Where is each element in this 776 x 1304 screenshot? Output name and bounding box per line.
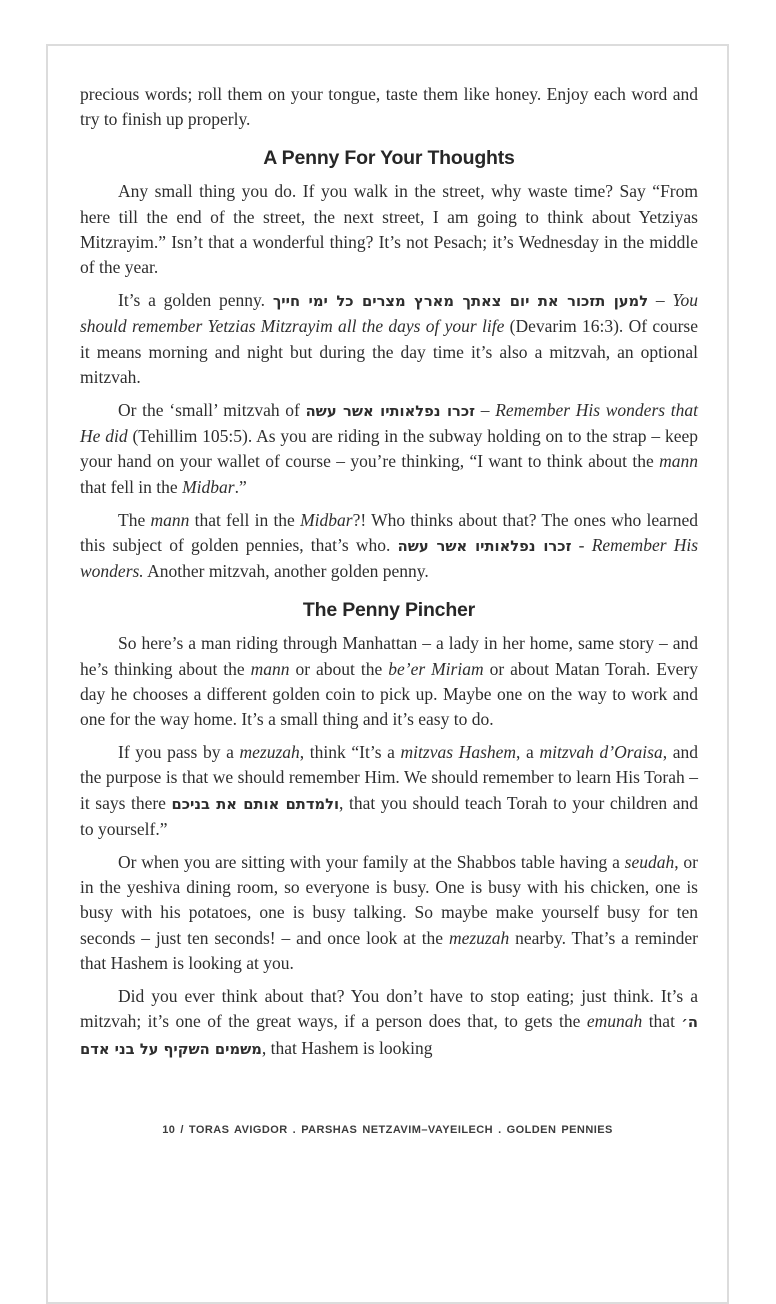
- body-paragraph: [80, 740, 698, 842]
- hebrew-phrase: ולמדתם אותם את בניכם: [171, 795, 340, 813]
- text-run: –: [648, 290, 673, 311]
- body-paragraph: [80, 508, 698, 585]
- text-run: ?! Who thinks about that? The ones who learned this subject of golden pennies, that’s who.: [80, 509, 698, 556]
- text-run: So here’s a man riding through Manhattan – a lady in her home, same story – and he’s thinking about the: [80, 633, 698, 679]
- italic-phrase: mitzvas Hashem: [400, 742, 517, 763]
- text-run: Any small thing you do. If you walk in the street, why waste time? Say “From here till the end of the street, the next street, I am going to think about Yetziyas Mitzrayim.” Isn’t that a wonderful thing? It’s not Pesach; it’s Wednesday in the middle of the year.: [80, 181, 698, 278]
- body-paragraph: [80, 82, 698, 132]
- italic-phrase: Remember His wonders that He did: [80, 400, 698, 447]
- text-run: , and the purpose is that we should remember Him. We should remember to learn His Torah – it says there: [80, 742, 699, 813]
- italic-phrase: mann: [250, 658, 290, 679]
- text-run: , or in the yeshiva dining room, so everyone is busy. One is busy with his chicken, one is busy with his potatoes, one is busy talking. So maybe make yourself busy for ten seconds – just ten seconds! – and once look at the: [80, 852, 698, 948]
- page-content: [80, 82, 698, 1070]
- text-run: .”: [234, 476, 247, 497]
- text-run: or about Matan Torah. Every day he chooses a different golden coin to pick up. Maybe one on the way to work and one for the way home. It’s a small thing and it’s easy to do.: [80, 658, 698, 730]
- text-run: Another mitzvah, another golden penny.: [143, 561, 429, 582]
- italic-phrase: mitzvah d’Oraisa: [539, 742, 663, 763]
- text-run: (Tehillim 105:5). As you are riding in the subway holding on to the strap – keep your hand on your wallet of course – you’re thinking, “I want to think about the: [80, 426, 698, 472]
- section-heading: The Penny Pincher: [302, 599, 476, 622]
- body-paragraph: [80, 850, 698, 976]
- text-run: –: [475, 400, 496, 421]
- italic-phrase: Midbar: [300, 509, 353, 530]
- body-paragraph: [80, 398, 698, 500]
- text-run: It’s a golden penny.: [118, 290, 273, 311]
- italic-phrase: seudah: [624, 852, 675, 873]
- hebrew-phrase: ה׳ משמים השקיף על בני אדם: [80, 1014, 699, 1058]
- text-run: , think “It’s a: [299, 742, 401, 763]
- text-run: , that you should teach Torah to your children and to yourself.”: [80, 792, 698, 839]
- body-paragraph: [80, 288, 698, 390]
- italic-phrase: mezuzah: [239, 742, 300, 763]
- text-run: Did you ever think about that? You don’t have to stop eating; just think. It’s a mitzvah; it’s one of the great ways, if a person does that, to gets the: [80, 986, 698, 1032]
- page-footer: 10 / TORAS AVIGDOR . PARSHAS NETZAVIM–VAYEILECH . GOLDEN PENNIES: [162, 1124, 613, 1136]
- text-run: If you pass by a: [118, 742, 240, 763]
- italic-phrase: emunah: [586, 1011, 643, 1032]
- hebrew-phrase: למען תזכור את יום צאתך מארץ מצרים כל ימי חייך: [272, 293, 649, 311]
- italic-phrase: mann: [150, 509, 190, 530]
- text-run: Or when you are sitting with your family at the Shabbos table having a: [118, 852, 625, 873]
- italic-phrase: Remember His wonders.: [80, 535, 699, 582]
- section-heading: A Penny For Your Thoughts: [263, 147, 515, 170]
- italic-phrase: mezuzah: [448, 927, 510, 948]
- italic-phrase: You should remember Yetzias Mitzrayim all the days of your life: [80, 290, 698, 337]
- text-run: , a: [516, 742, 540, 763]
- hebrew-phrase: זכרו נפלאותיו אשר עשה: [305, 403, 476, 421]
- body-paragraph: [80, 984, 698, 1062]
- body-paragraph: [80, 631, 698, 732]
- text-run: Or the ‘small’ mitzvah of: [118, 400, 306, 421]
- text-run: The: [118, 509, 151, 530]
- italic-phrase: mann: [659, 451, 698, 472]
- italic-phrase: be’er Miriam: [388, 658, 484, 679]
- text-run: that fell in the: [80, 476, 183, 497]
- text-run: that: [642, 1011, 682, 1032]
- text-run: or about the: [289, 658, 389, 679]
- text-run: , that Hashem is looking: [261, 1037, 433, 1058]
- text-run: nearby. That’s a reminder that Hashem is looking at you.: [80, 927, 698, 973]
- text-run: that fell in the: [189, 509, 301, 530]
- italic-phrase: Midbar: [182, 476, 235, 497]
- hebrew-phrase: זכרו נפלאותיו אשר עשה: [397, 538, 572, 556]
- text-run: -: [571, 535, 592, 556]
- text-run: (Devarim 16:3). Of course it means morning and night but during the day time it’s also a mitzvah, an optional mitzvah.: [80, 316, 698, 387]
- body-paragraph: [80, 179, 698, 280]
- text-run: precious words; roll them on your tongue, taste them like honey. Enjoy each word and try to finish up properly.: [80, 84, 698, 130]
